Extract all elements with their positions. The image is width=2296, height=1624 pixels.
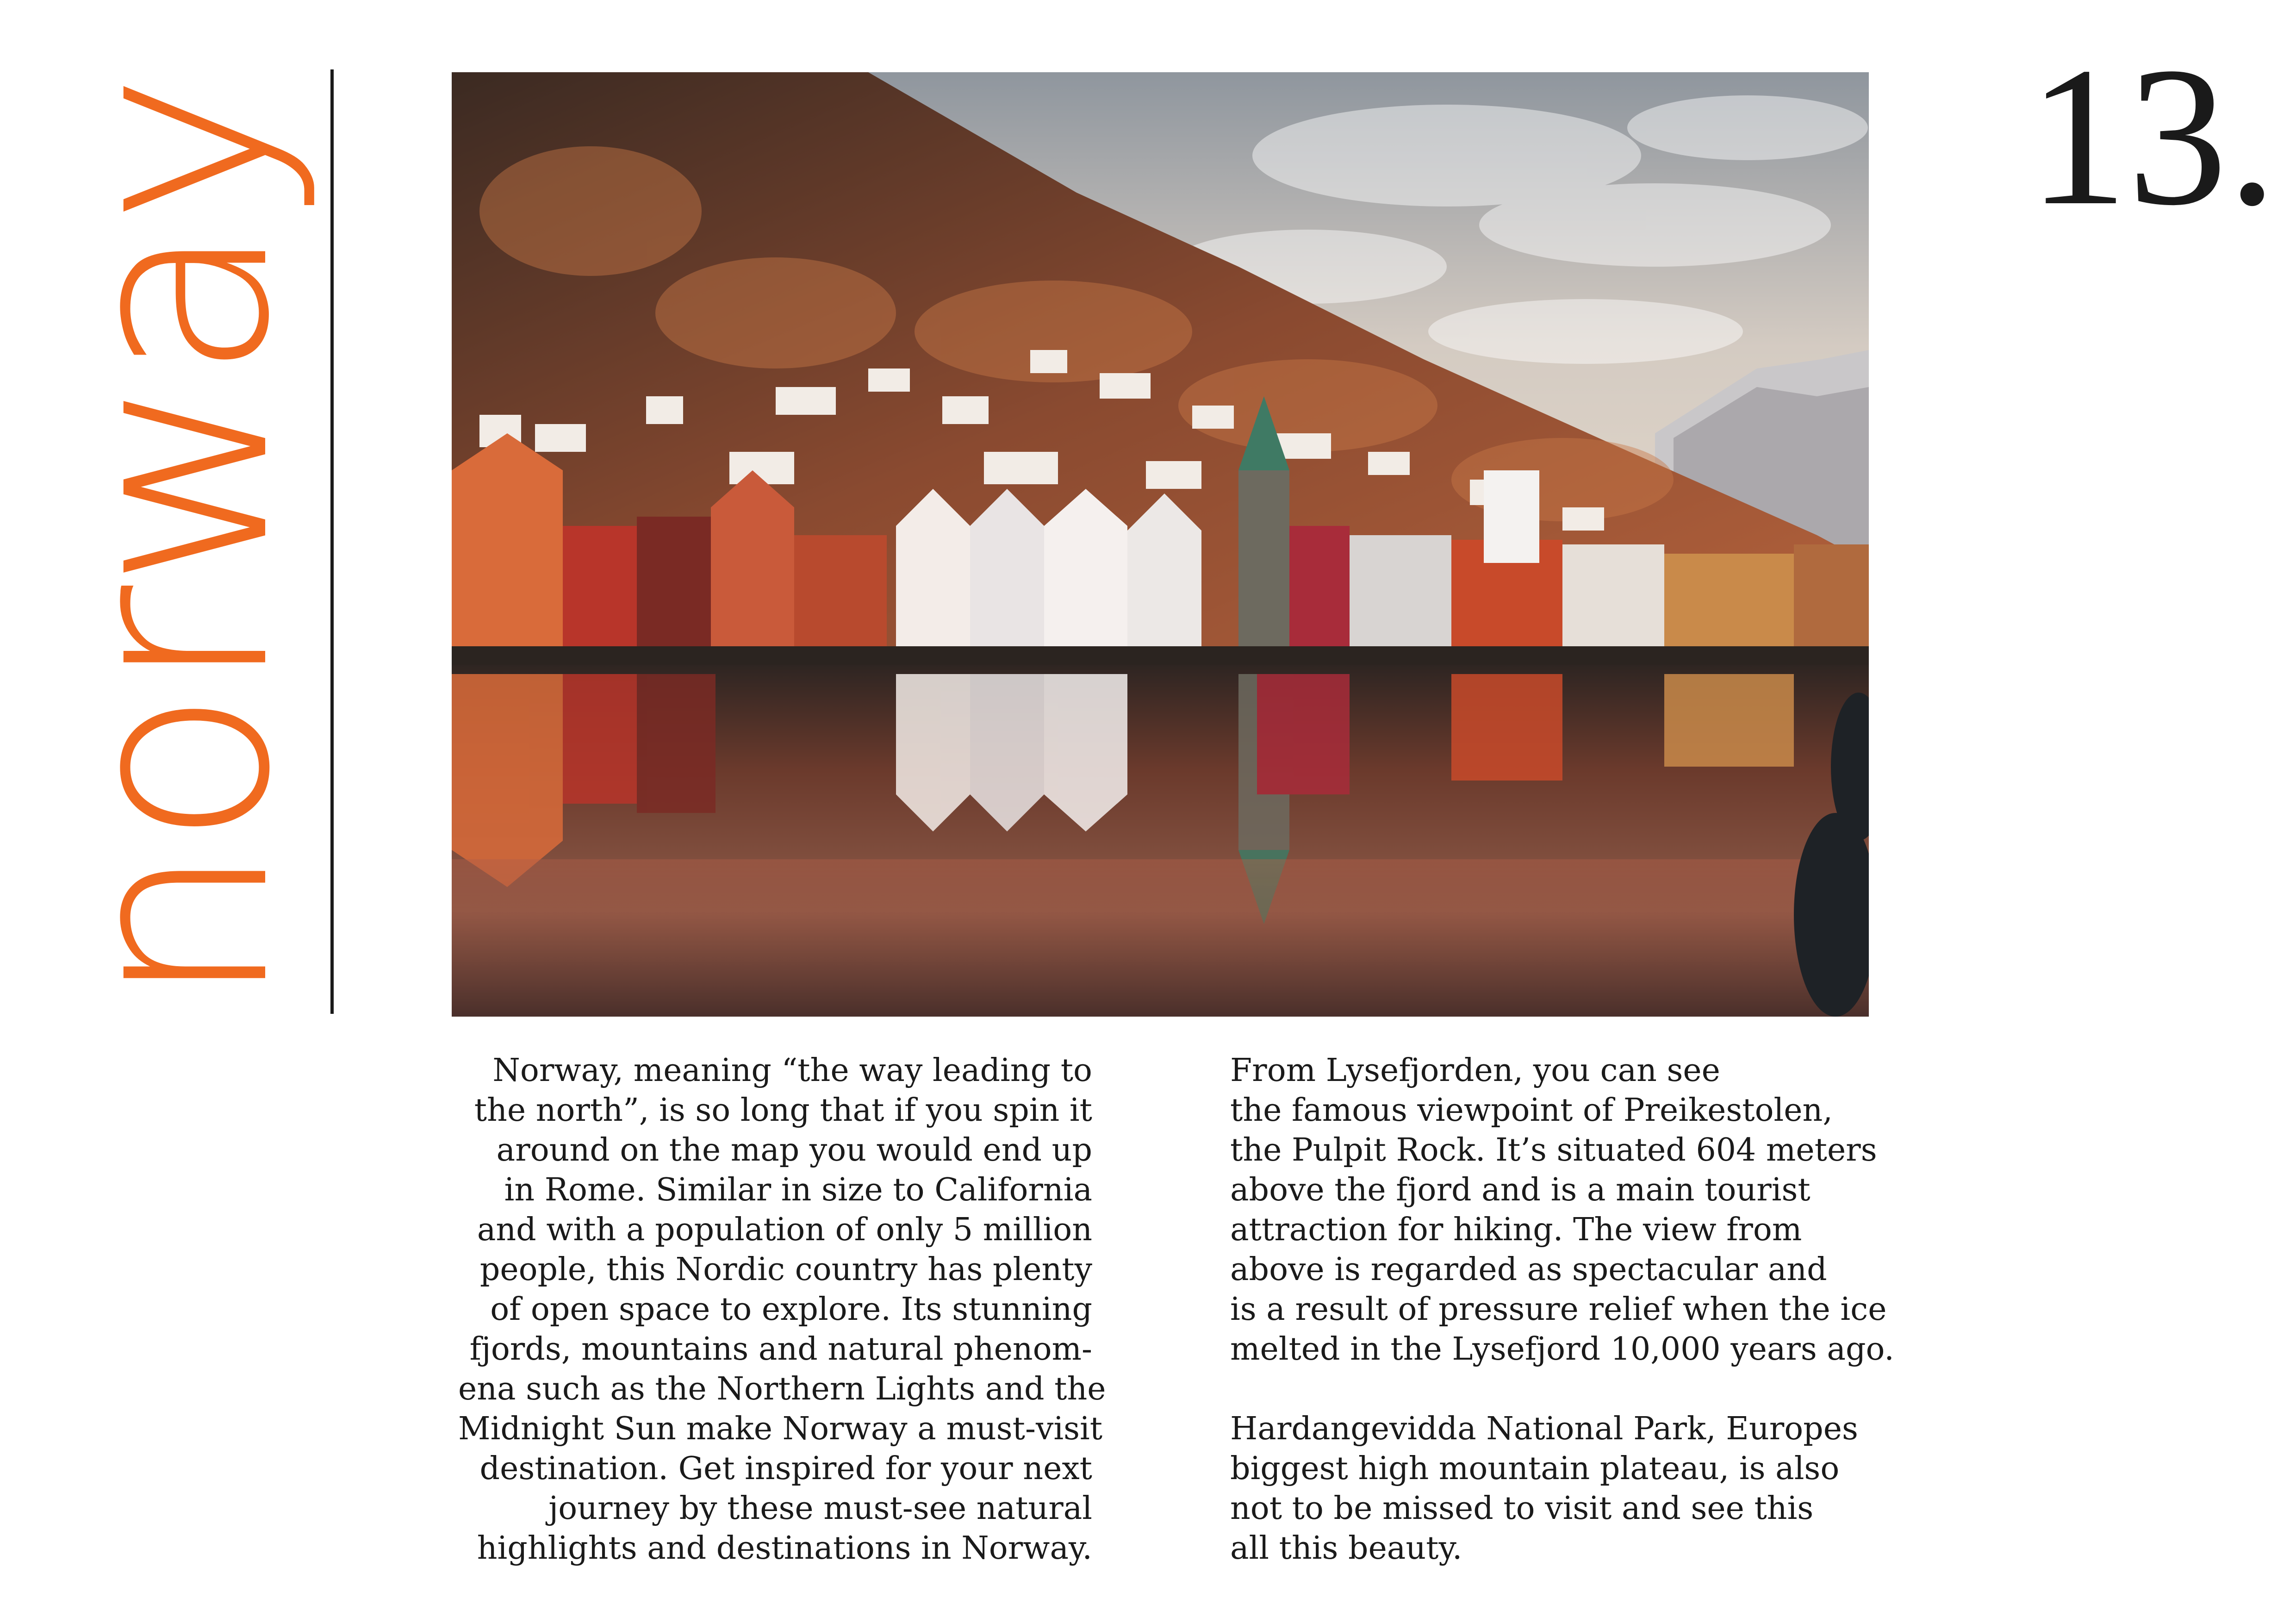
text-line: in Rome. Similar in size to California: [504, 1172, 1092, 1208]
hardangervidda-paragraph: [1230, 1409, 1887, 1568]
text-line: attraction for hiking. The view from: [1230, 1212, 1802, 1248]
text-line: destination. Get inspired for your next: [479, 1450, 1092, 1487]
text-line: ena such as the Northern Lights and the: [458, 1371, 1106, 1407]
text-line: the north”, is so long that if you spin it: [474, 1092, 1092, 1129]
lysefjorden-paragraph: [1230, 1051, 1894, 1369]
title-container: [25, 69, 327, 1014]
text-line: above the fjord and is a main tourist: [1230, 1172, 1811, 1208]
text-line: the Pulpit Rock. It’s situated 604 meters: [1230, 1132, 1877, 1168]
quay: [452, 646, 1869, 665]
vertical-divider: [330, 69, 334, 1014]
page-title: norway: [25, 75, 327, 1008]
text-line: melted in the Lysefjord 10,000 years ago.: [1230, 1331, 1894, 1368]
details-column: [1230, 1051, 1894, 1608]
text-line: journey by these must-see natural: [548, 1490, 1092, 1527]
text-line: Norway, meaning “the way leading to: [492, 1052, 1092, 1089]
text-line: the famous viewpoint of Preikestolen,: [1230, 1092, 1833, 1129]
text-line: all this beauty.: [1230, 1530, 1462, 1567]
text-line: is a result of pressure relief when the ice: [1230, 1291, 1887, 1328]
text-line: and with a population of only 5 million: [477, 1212, 1092, 1248]
text-line: above is regarded as spectacular and: [1230, 1251, 1827, 1288]
text-line: Hardangevidda National Park, Europes: [1230, 1411, 1858, 1447]
page-number: 13.: [2028, 26, 2277, 247]
intro-paragraph: [458, 1051, 1106, 1568]
text-line: people, this Nordic country has plenty: [479, 1251, 1092, 1288]
text-line: of open space to explore. Its stunning: [490, 1291, 1092, 1328]
text-line: around on the map you would end up: [496, 1132, 1092, 1168]
text-line: biggest high mountain plateau, is also: [1230, 1450, 1840, 1487]
text-line: fjords, mountains and natural phenom-: [469, 1331, 1092, 1368]
intro-column: [458, 1051, 1106, 1608]
text-line: Midnight Sun make Norway a must-visit: [458, 1411, 1103, 1447]
text-line: From Lysefjorden, you can see: [1230, 1052, 1720, 1089]
bergen-harbor-photo: [452, 72, 1869, 1017]
text-line: not to be missed to visit and see this: [1230, 1490, 1814, 1527]
text-line: highlights and destinations in Norway.: [477, 1530, 1092, 1567]
